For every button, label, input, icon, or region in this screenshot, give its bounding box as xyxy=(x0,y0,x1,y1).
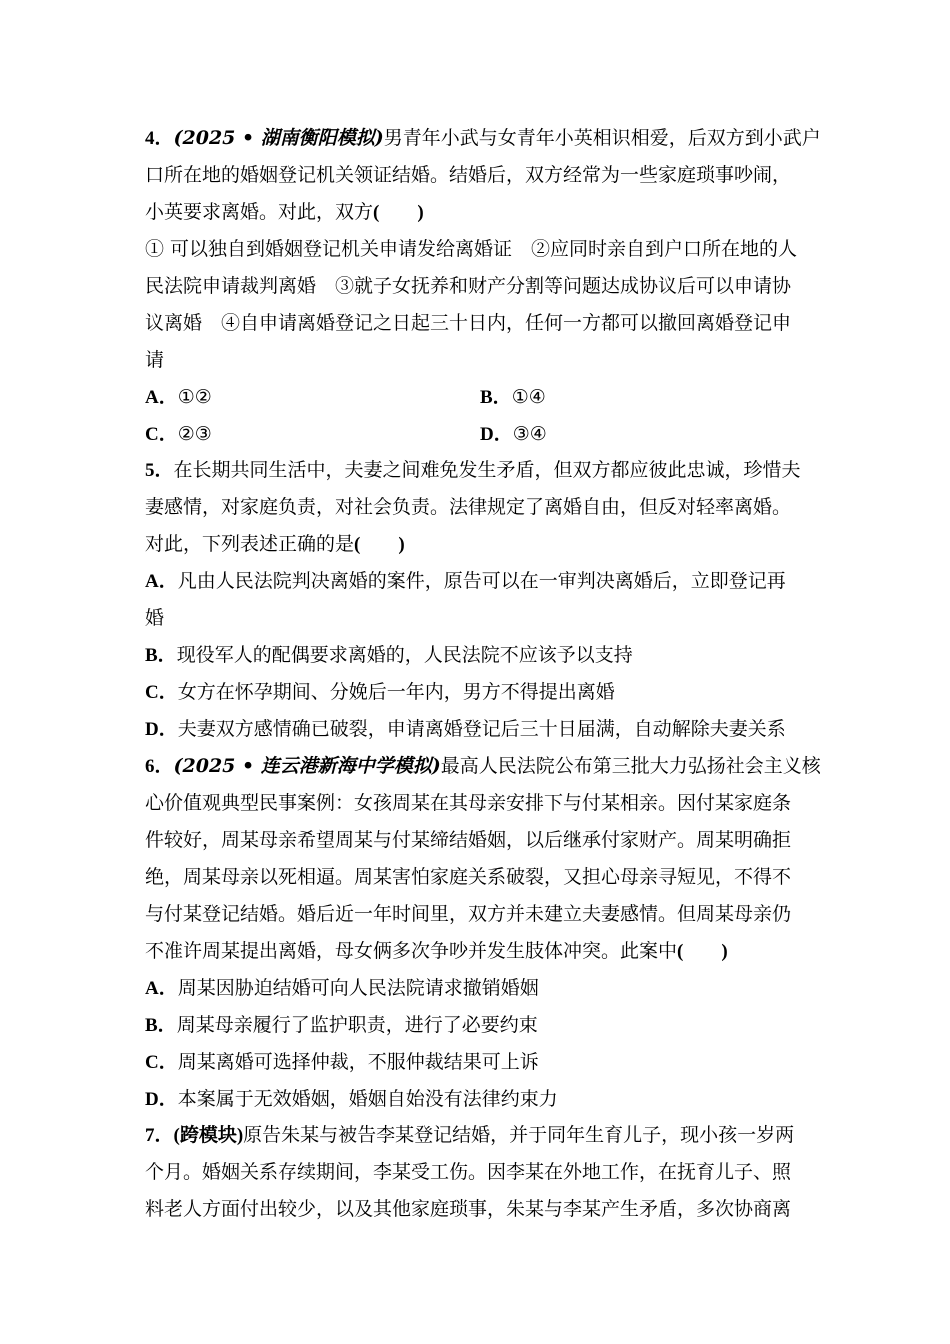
question-4-stem-2: 口所在地的婚姻登记机关领证结婚。结婚后，双方经常为一些家庭琐事吵闹， xyxy=(145,164,792,186)
question-7 xyxy=(145,1117,809,1228)
question-7-line-1 xyxy=(145,1117,809,1154)
question-7-number: 7． xyxy=(145,1125,174,1146)
question-6-stem-5: 与付某登记结婚。婚后近一年时间里，双方并未建立夫妻感情。但周某母亲仍 xyxy=(145,903,792,925)
question-6-line-6 xyxy=(145,933,809,970)
question-6-line-1 xyxy=(145,748,821,785)
option-letter: C． xyxy=(145,682,178,703)
option-text: 周某母亲履行了监护职责，进行了必要约束 xyxy=(176,1014,538,1036)
question-6-option-c[interactable] xyxy=(145,1044,809,1081)
question-5-line-3 xyxy=(145,526,809,563)
question-4-line-3 xyxy=(145,194,809,231)
option-text: 周某离婚可选择仲裁，不服仲裁结果可上诉 xyxy=(177,1051,539,1073)
question-6-answer-blank: ( ) xyxy=(677,941,728,962)
option-text: 周某因胁迫结婚可向人民法院请求撤销婚姻 xyxy=(177,977,539,999)
option-letter: D． xyxy=(145,719,178,740)
question-4-stem-3: 小英要求离婚。对此，双方 xyxy=(145,201,374,223)
question-5-option-d[interactable] xyxy=(145,711,809,748)
question-4-option-d[interactable] xyxy=(480,416,547,453)
option-letter: A． xyxy=(145,571,178,592)
question-5-option-a-cont: 婚 xyxy=(145,607,165,629)
question-4-option-a[interactable] xyxy=(145,386,212,408)
option-text: ①④ xyxy=(511,386,546,408)
question-6-number: 6． xyxy=(145,756,174,777)
question-4-number: 4． xyxy=(145,128,174,149)
question-5-answer-blank: ( ) xyxy=(354,534,405,555)
option-letter: B． xyxy=(145,1015,177,1036)
option-letter: C． xyxy=(145,1052,178,1073)
question-4-options-row-2 xyxy=(145,416,809,453)
question-4-statement-2: 民法院申请裁判离婚 ③就子女抚养和财产分割等问题达成协议后可以申请协 xyxy=(145,275,792,297)
question-4-option-c[interactable] xyxy=(145,423,212,445)
question-6-option-b[interactable] xyxy=(145,1007,809,1044)
question-7-stem-3: 料老人方面付出较少，以及其他家庭琐事，朱某与李某产生矛盾，多次协商离 xyxy=(145,1198,792,1220)
option-letter: D． xyxy=(145,1089,178,1110)
question-7-stem-1: 原告朱某与被告李某登记结婚，并于同年生育儿子，现小孩一岁两 xyxy=(243,1124,795,1146)
question-6-stem-3: 件较好，周某母亲希望周某与付某缔结婚姻，以后继承付家财产。周某明确拒 xyxy=(145,829,792,851)
option-letter: B． xyxy=(480,387,512,408)
option-text: 现役军人的配偶要求离婚的，人民法院不应该予以支持 xyxy=(176,644,633,666)
option-letter: D． xyxy=(480,424,513,445)
question-4-options-row-1 xyxy=(145,379,809,416)
question-5-option-c[interactable] xyxy=(145,674,809,711)
question-5-number: 5． xyxy=(145,460,174,481)
question-6-source: (2025 • 连云港新海中学模拟) xyxy=(173,755,441,777)
question-6-stem-1: 最高人民法院公布第三批大力弘扬社会主义核 xyxy=(440,755,821,777)
question-4-statement-1: ① 可以独自到婚姻登记机关申请发给离婚证 ②应同时亲自到户口所在地的人 xyxy=(145,238,798,260)
question-5-stem-1: 在长期共同生活中，夫妻之间难免发生矛盾，但双方都应彼此忠诚，珍惜夫 xyxy=(173,459,801,481)
question-7-source: (跨模块) xyxy=(173,1125,244,1146)
question-4 xyxy=(145,120,821,453)
question-4-statement-4: 请 xyxy=(145,349,165,371)
question-6-stem-4: 绝，周某母亲以死相逼。周某害怕家庭关系破裂，又担心母亲寻短见，不得不 xyxy=(145,866,792,888)
question-6-stem-6: 不准许周某提出离婚，母女俩多次争吵并发生肢体冲突。此案中 xyxy=(145,940,678,962)
option-text: ③④ xyxy=(512,423,547,445)
question-4-statement-3: 议离婚 ④自申请离婚登记之日起三十日内，任何一方都可以撤回离婚登记申 xyxy=(145,312,792,334)
option-text: 本案属于无效婚姻，婚姻自始没有法律约束力 xyxy=(177,1088,558,1110)
question-6-option-a[interactable] xyxy=(145,970,809,1007)
question-6 xyxy=(145,748,821,1118)
question-6-stem-2: 心价值观典型民事案例：女孩周某在其母亲安排下与付某相亲。因付某家庭条 xyxy=(145,792,792,814)
question-4-answer-blank: ( ) xyxy=(373,202,424,223)
question-5-stem-3: 对此，下列表述正确的是 xyxy=(145,533,355,555)
question-6-option-d[interactable] xyxy=(145,1081,809,1118)
option-letter: A． xyxy=(145,387,178,408)
question-4-option-b[interactable] xyxy=(480,379,546,416)
option-letter: A． xyxy=(145,978,178,999)
question-4-stem-1: 男青年小武与女青年小英相识相爱，后双方到小武户 xyxy=(383,127,821,149)
question-5-stem-2: 妻感情，对家庭负责，对社会负责。法律规定了离婚自由，但反对轻率离婚。 xyxy=(145,496,792,518)
option-letter: C． xyxy=(145,424,178,445)
question-5 xyxy=(145,452,809,748)
question-7-stem-2: 个月。婚姻关系存续期间，李某受工伤。因李某在外地工作，在抚育儿子、照 xyxy=(145,1161,792,1183)
option-letter: B． xyxy=(145,645,177,666)
option-text: ②③ xyxy=(177,423,212,445)
question-4-source: (2025 • 湖南衡阳模拟) xyxy=(173,127,384,149)
question-5-option-a[interactable] xyxy=(145,563,809,600)
question-5-option-b[interactable] xyxy=(145,637,809,674)
question-5-line-1 xyxy=(145,452,809,489)
option-text: ①② xyxy=(177,386,212,408)
question-4-line-1 xyxy=(145,120,821,157)
option-text: 凡由人民法院判决离婚的案件，原告可以在一审判决离婚后，立即登记再 xyxy=(177,570,786,592)
option-text: 女方在怀孕期间、分娩后一年内，男方不得提出离婚 xyxy=(177,681,615,703)
option-text: 夫妻双方感情确已破裂，申请离婚登记后三十日届满，自动解除夫妻关系 xyxy=(177,718,786,740)
